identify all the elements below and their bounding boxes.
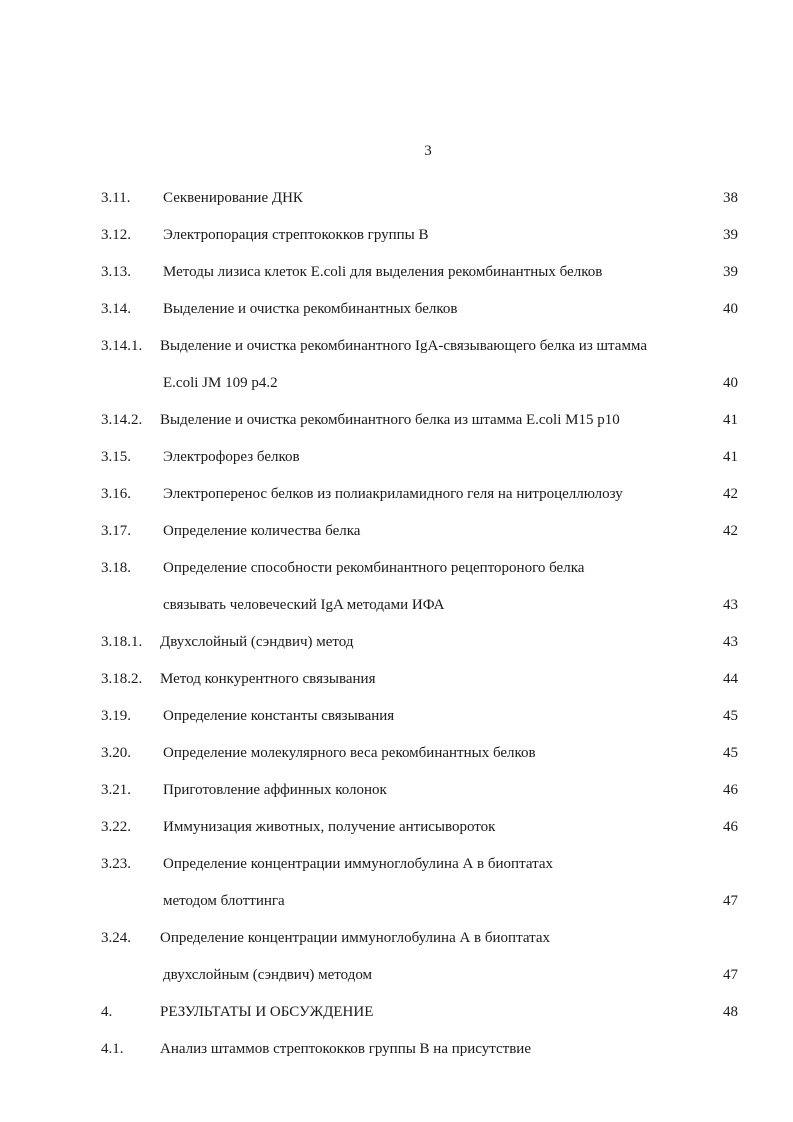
toc-entry xyxy=(101,439,738,476)
toc-entry xyxy=(101,994,738,1031)
toc-entry-number: 4. xyxy=(101,1003,113,1020)
toc-entry-number: 3.12. xyxy=(101,226,131,243)
toc-entry-title: Электропорация стрептококков группы В xyxy=(163,226,429,243)
toc-entry-number: 3.18. xyxy=(101,559,131,576)
toc-entry-title: методом блоттинга xyxy=(163,892,285,909)
toc-entry xyxy=(101,328,738,365)
toc-entry-number: 3.14.2. xyxy=(101,411,143,428)
toc-entry xyxy=(101,402,738,439)
toc-entry-page: 43 xyxy=(723,633,738,650)
toc-entry xyxy=(101,920,738,957)
toc-entry-page: 40 xyxy=(723,374,738,391)
toc-entry-page: 40 xyxy=(723,300,738,317)
toc-entry-title: Определение концентрации иммуноглобулина А в биоптатах xyxy=(160,929,550,946)
toc-entry xyxy=(101,883,738,920)
toc-entry-number: 3.21. xyxy=(101,781,131,798)
toc-entry-number: 3.14.1. xyxy=(101,337,143,354)
toc-entry-title: Приготовление аффинных колонок xyxy=(163,781,387,798)
toc-entry-number: 4.1. xyxy=(101,1040,124,1057)
toc-entry xyxy=(101,772,738,809)
toc-entry-title: Выделение и очистка рекомбинантного IgA-связывающего белка из штамма xyxy=(160,337,647,354)
toc-entry-number: 3.23. xyxy=(101,855,131,872)
toc-entry-page: 42 xyxy=(723,522,738,539)
toc-entry-number: 3.20. xyxy=(101,744,131,761)
toc-entry-page: 39 xyxy=(723,226,738,243)
toc-entry-page: 41 xyxy=(723,448,738,465)
toc-entry-page: 46 xyxy=(723,818,738,835)
toc-entry-title: Секвенирование ДНК xyxy=(163,189,303,206)
toc-entry xyxy=(101,365,738,402)
toc-entry xyxy=(101,513,738,550)
toc-entry-page: 48 xyxy=(723,1003,738,1020)
table-of-contents xyxy=(101,180,738,1068)
page-number: 3 xyxy=(424,143,432,159)
toc-entry-title: РЕЗУЛЬТАТЫ И ОБСУЖДЕНИЕ xyxy=(160,1003,374,1020)
toc-entry xyxy=(101,254,738,291)
toc-entry-page: 41 xyxy=(723,411,738,428)
toc-entry-title: Электроперенос белков из полиакриламидного геля на нитроцеллюлозу xyxy=(163,485,623,502)
toc-entry-page: 45 xyxy=(723,744,738,761)
toc-entry-page: 43 xyxy=(723,596,738,613)
toc-entry-title: Анализ штаммов стрептококков группы В на присутствие xyxy=(160,1040,531,1057)
toc-entry xyxy=(101,846,738,883)
toc-entry-number: 3.22. xyxy=(101,818,131,835)
toc-entry-number: 3.18.2. xyxy=(101,670,143,687)
toc-entry xyxy=(101,698,738,735)
toc-entry xyxy=(101,624,738,661)
toc-entry-page: 44 xyxy=(723,670,738,687)
toc-entry-title: Методы лизиса клеток E.coli для выделения рекомбинантных белков xyxy=(163,263,603,280)
toc-entry-number: 3.11. xyxy=(101,189,131,206)
toc-entry-title: Электрофорез белков xyxy=(163,448,300,465)
toc-entry-title: Выделение и очистка рекомбинантного белка из штамма E.coli M15 p10 xyxy=(160,411,620,428)
toc-entry-title: двухслойным (сэндвич) методом xyxy=(163,966,373,983)
toc-entry-number: 3.18.1. xyxy=(101,633,143,650)
toc-entry-number: 3.19. xyxy=(101,707,131,724)
toc-entry-title: Выделение и очистка рекомбинантных белков xyxy=(163,300,458,317)
toc-entry-number: 3.15. xyxy=(101,448,131,465)
toc-entry-title: Определение константы связывания xyxy=(163,707,395,724)
toc-entry-number: 3.13. xyxy=(101,263,131,280)
toc-entry-page: 47 xyxy=(723,892,738,909)
toc-entry-title: Иммунизация животных, получение антисывороток xyxy=(163,818,496,835)
toc-entry xyxy=(101,661,738,698)
toc-entry xyxy=(101,587,738,624)
toc-entry-title: Метод конкурентного связывания xyxy=(160,670,376,687)
toc-entry-number: 3.16. xyxy=(101,485,131,502)
toc-entry xyxy=(101,180,738,217)
toc-entry xyxy=(101,217,738,254)
toc-entry xyxy=(101,291,738,328)
toc-entry-title: Определение количества белка xyxy=(163,522,361,539)
toc-entry xyxy=(101,735,738,772)
toc-entry-page: 38 xyxy=(723,189,738,206)
toc-entry xyxy=(101,476,738,513)
toc-entry-title: Определение молекулярного веса рекомбинантных белков xyxy=(163,744,536,761)
toc-entry-title: связывать человеческий IgA методами ИФА xyxy=(163,596,445,613)
toc-entry-page: 42 xyxy=(723,485,738,502)
toc-entry-number: 3.24. xyxy=(101,929,131,946)
toc-entry-page: 47 xyxy=(723,966,738,983)
toc-entry-number: 3.14. xyxy=(101,300,131,317)
toc-entry-title: Определение концентрации иммуноглобулина А в биоптатах xyxy=(163,855,553,872)
toc-entry-title: Двухслойный (сэндвич) метод xyxy=(160,633,354,650)
toc-entry-page: 45 xyxy=(723,707,738,724)
toc-entry xyxy=(101,550,738,587)
toc-entry-page: 39 xyxy=(723,263,738,280)
toc-entry xyxy=(101,809,738,846)
toc-entry-title: E.coli JM 109 p4.2 xyxy=(163,374,278,391)
toc-entry-page: 46 xyxy=(723,781,738,798)
toc-entry xyxy=(101,957,738,994)
toc-entry-number: 3.17. xyxy=(101,522,131,539)
toc-entry-title: Определение способности рекомбинантного рецептороного белка xyxy=(163,559,585,576)
toc-entry xyxy=(101,1031,738,1068)
